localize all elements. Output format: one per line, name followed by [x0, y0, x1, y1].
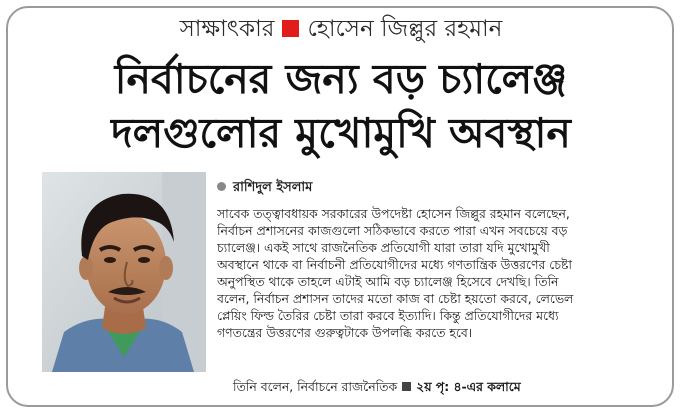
article-body — [217, 205, 667, 341]
continuation-reference: ২য় পৃ: ৪-এর কলামে — [416, 379, 521, 394]
body-line: বলেন, নির্বাচন প্রশাসন তাদের মতো কাজ বা চেষ্টা হয়তো করবে, লেভেল — [217, 291, 574, 306]
article-kicker — [0, 10, 682, 49]
square-icon — [402, 382, 411, 391]
continuation-line — [233, 379, 521, 399]
headline-line-1: নির্বাচনের জন্য বড় চ্যালেঞ্জ — [114, 55, 568, 103]
body-line: নির্বাচন প্রশাসনের কাজগুলো সঠিকভাবে করতে পারা এখন সবচেয়ে বড় — [217, 223, 568, 238]
author-name: রাশিদুল ইসলাম — [233, 180, 313, 195]
section-label: সাক্ষাৎকার — [179, 16, 275, 42]
body-line: অবস্থানে থাকে বা নির্বাচনী প্রতিযোগীদের মধ্যে গণতান্ত্রিক উত্তরণের চেষ্টা — [217, 257, 572, 272]
body-line: প্লেয়িং ফিল্ড তৈরির চেষ্টা তারা করবে ইত্যাদি। কিন্তু প্রতিযোগীদের মধ্যে — [217, 308, 559, 323]
continuation-text: তিনি বলেন, নির্বাচনে রাজনৈতিক — [233, 379, 398, 394]
body-line: সাবেক তত্ত্বাবধায়ক সরকারের উপদেষ্টা হোসেন জিল্লুর রহমান বলেছেন, — [217, 206, 570, 221]
interviewee-photo — [42, 172, 206, 372]
red-square-icon — [282, 20, 299, 37]
interviewee-name: হোসেন জিল্লুর রহমান — [307, 16, 503, 42]
body-line: অনুপস্থিত থাকে তাহলে এটাই আমি বড় চ্যালেঞ্জ হিসেবে দেখছি। তিনি — [217, 274, 559, 289]
byline — [217, 178, 312, 199]
bullet-icon — [217, 182, 226, 191]
headline-line-2: দলগুলোর মুখোমুখি অবস্থান — [111, 109, 571, 157]
portrait-image — [42, 172, 206, 372]
body-line: গণতন্ত্রের উত্তরণের গুরুত্বটাকে উপলব্ধি করতে হবে। — [217, 325, 473, 340]
body-line: চ্যালেঞ্জ। একই সাথে রাজনৈতিক প্রতিযোগী যারা তারা যদি মুখোমুখী — [217, 240, 550, 255]
